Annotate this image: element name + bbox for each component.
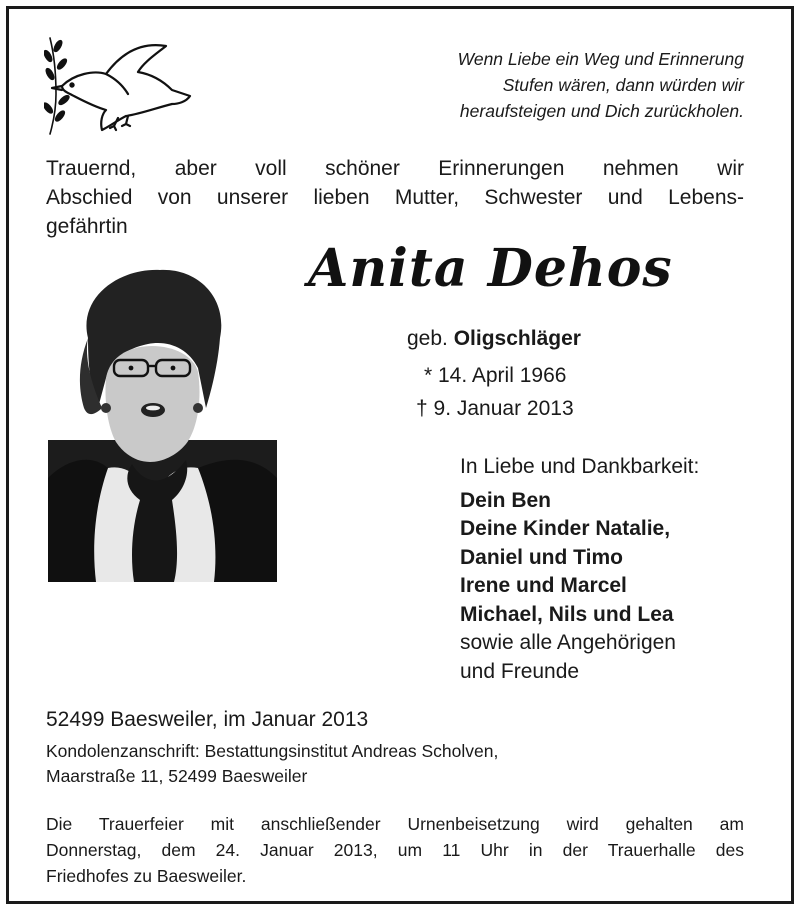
intro-line: gefährtin: [46, 215, 128, 238]
mourners-list: [460, 453, 760, 686]
intro-line: Trauernd, aber voll schöner Erinnerungen nehmen wir: [46, 157, 744, 180]
condolence-line: Maarstraße 11, 52499 Baesweiler: [46, 766, 308, 786]
portrait-photo: [48, 268, 277, 582]
quote-line: Stufen wären, dann würden wir: [502, 75, 744, 95]
quote-line: heraufsteigen und Dich zurückholen.: [459, 101, 744, 121]
mourner-others: und Freunde: [460, 659, 580, 683]
born-prefix: geb.: [407, 327, 448, 350]
mourner-name: Dein Ben: [460, 488, 552, 512]
maiden-name-line: [407, 327, 581, 351]
deceased-name: Anita Dehos: [308, 238, 673, 299]
intro-text: [46, 154, 744, 241]
dove-icon: [44, 34, 196, 138]
maiden-name: Oligschläger: [453, 327, 581, 350]
mourner-others: sowie alle Angehörigen: [460, 631, 676, 654]
condolence-address: [46, 739, 498, 789]
mourners-intro: In Liebe und Dankbarkeit:: [460, 455, 700, 478]
service-line: Friedhofes zu Baesweiler.: [46, 866, 247, 886]
quote-line: Wenn Liebe ein Weg und Erinnerung: [457, 49, 744, 69]
intro-line: Abschied von unserer lieben Mutter, Schwester und Lebens-: [46, 186, 744, 209]
birth-date: * 14. April 1966: [424, 364, 567, 387]
mourner-name: Daniel und Timo: [460, 545, 623, 569]
mourner-name: Deine Kinder Natalie,: [460, 517, 671, 540]
funeral-service-info: [46, 811, 744, 889]
place-date: 52499 Baesweiler, im Januar 2013: [46, 708, 369, 731]
service-line: Die Trauerfeier mit anschließender Urnenbeisetzung wird gehalten am: [46, 814, 744, 834]
death-date: † 9. Januar 2013: [416, 397, 574, 420]
mourner-name: Michael, Nils und Lea: [460, 602, 674, 626]
service-line: Donnerstag, dem 24. Januar 2013, um 11 Uhr in der Trauerhalle des: [46, 840, 744, 860]
condolence-line: Kondolenzanschrift: Bestattungsinstitut Andreas Scholven,: [46, 741, 499, 761]
mourner-name: Irene und Marcel: [460, 574, 627, 597]
memorial-quote: [324, 46, 744, 124]
